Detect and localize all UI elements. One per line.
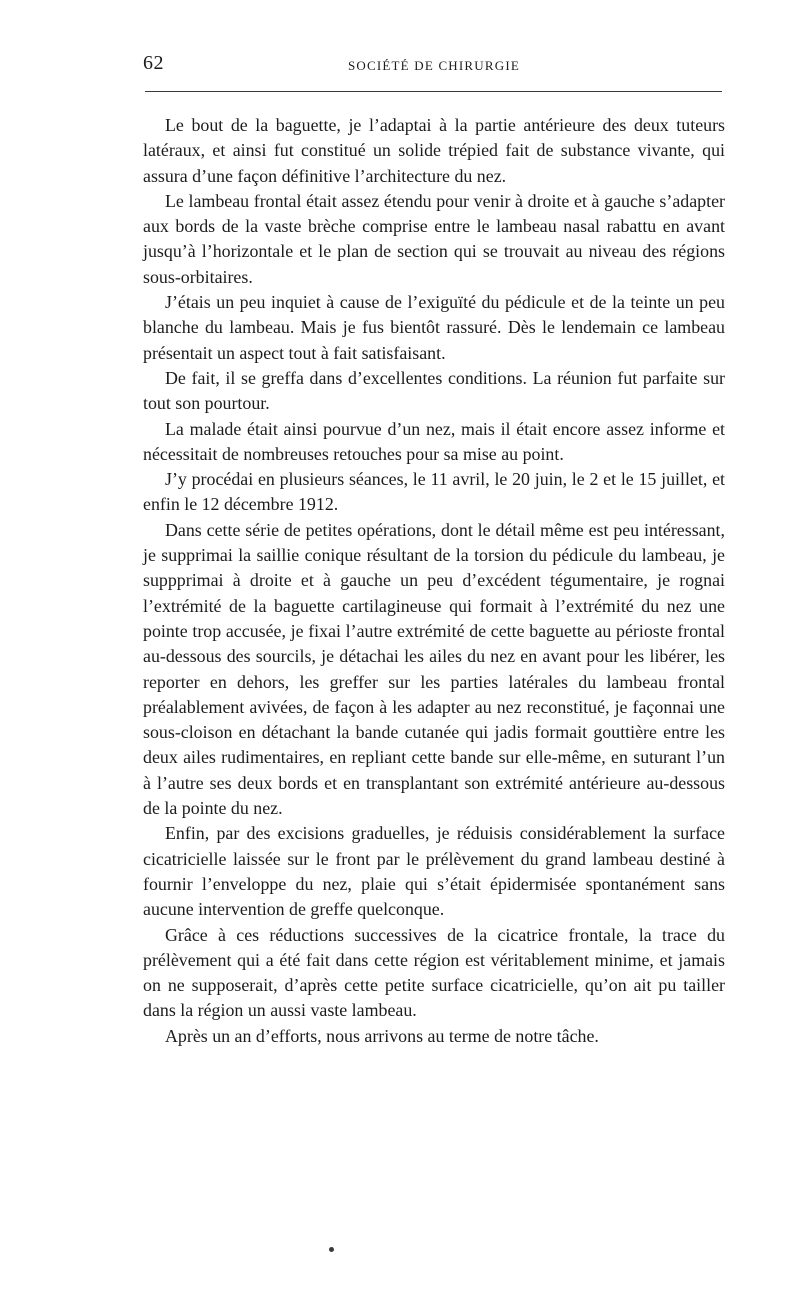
footer-dot-mark (329, 1247, 334, 1252)
running-title: SOCIÉTÉ DE CHIRURGIE (347, 58, 521, 73)
paragraph: Enfin, par des excisions graduelles, je réduisis considérablement la surface cicatricielle laissée sur le front par le prélèvement du grand lambeau destiné à fournir l’enveloppe du nez, plaie qui s’était épidermisée spontanément sans aucune intervention de greffe quelconque. (143, 823, 725, 920)
paragraph: J’y procédai en plusieurs séances, le 11 avril, le 20 juin, le 2 et le 15 juillet, et enfin le 12 décembre 1912. (143, 469, 725, 515)
paragraph: La malade était ainsi pourvue d’un nez, mais il était encore assez informe et nécessitait de nombreuses retouches pour sa mise au point. (143, 418, 725, 464)
page-header (143, 52, 725, 82)
paragraph: Après un an d’efforts, nous arrivons au terme de notre tâche. (165, 1025, 599, 1046)
paragraph: Grâce à ces réductions successives de la cicatrice frontale, la trace du prélèvement qui a été fait dans cette région est véritablement minime, et jamais on ne supposerait, d’après cette petite surface cicatricielle, qu’on ait pu tailler dans la région un aussi vaste lambeau. (143, 924, 725, 1021)
paragraph: De fait, il se greffa dans d’excellentes conditions. La réunion fut parfaite sur tout son pourtour. (143, 367, 725, 414)
paragraph: Le bout de la baguette, je l’adaptai à la partie antérieure des deux tuteurs latéraux, et ainsi fut constitué un solide trépied fait de substance vivante, qui assura d’une façon définitive l’architecture du nez. (143, 115, 725, 186)
header-rule (145, 91, 722, 92)
paragraph: Dans cette série de petites opérations, dont le détail même est peu intéressant, je supprimai la saillie conique résultant de la torsion du pédicule du lambeau, je suppprimai à droite et à gauche un peu d’excédent tégumentaire, je rognai l’extrémité de la baguette cartilagineuse qui formait à l’extrémité du nez une pointe trop accusée, je fixai l’autre extrémité de cette baguette au périoste frontal au-dessous des sourcils, je détachai les ailes du nez en avant pour les libérer, les reporter en dehors, les greffer sur les parties latérales du lambeau frontal préalablement avivées, de façon à les adapter au nez reconstitué, je façonnai une sous-cloison en détachant la bande cutanée qui jadis formait gouttière entre les deux ailes rudimentaires, en repliant cette bande sur elle-même, en suturant l’un à l’autre ses deux bords et en transplantant son extrémité antérieure au-dessous de la pointe du nez. (143, 519, 725, 819)
body-text (143, 113, 725, 1049)
paragraph: Le lambeau frontal était assez étendu pour venir à droite et à gauche s’adapter aux bords de la vaste brèche comprise entre le lambeau nasal rabattu en avant jusqu’à l’horizontale et le plan de section qui se trouvait au niveau des régions sous-orbitaires. (143, 190, 725, 287)
page-number: 62 (143, 52, 164, 74)
paragraph: J’étais un peu inquiet à cause de l’exiguïté du pédicule et de la teinte un peu blanche du lambeau. Mais je fus bientôt rassuré. Dès le lendemain ce lambeau présentait un aspect tout à fait satisfaisant. (143, 292, 725, 363)
